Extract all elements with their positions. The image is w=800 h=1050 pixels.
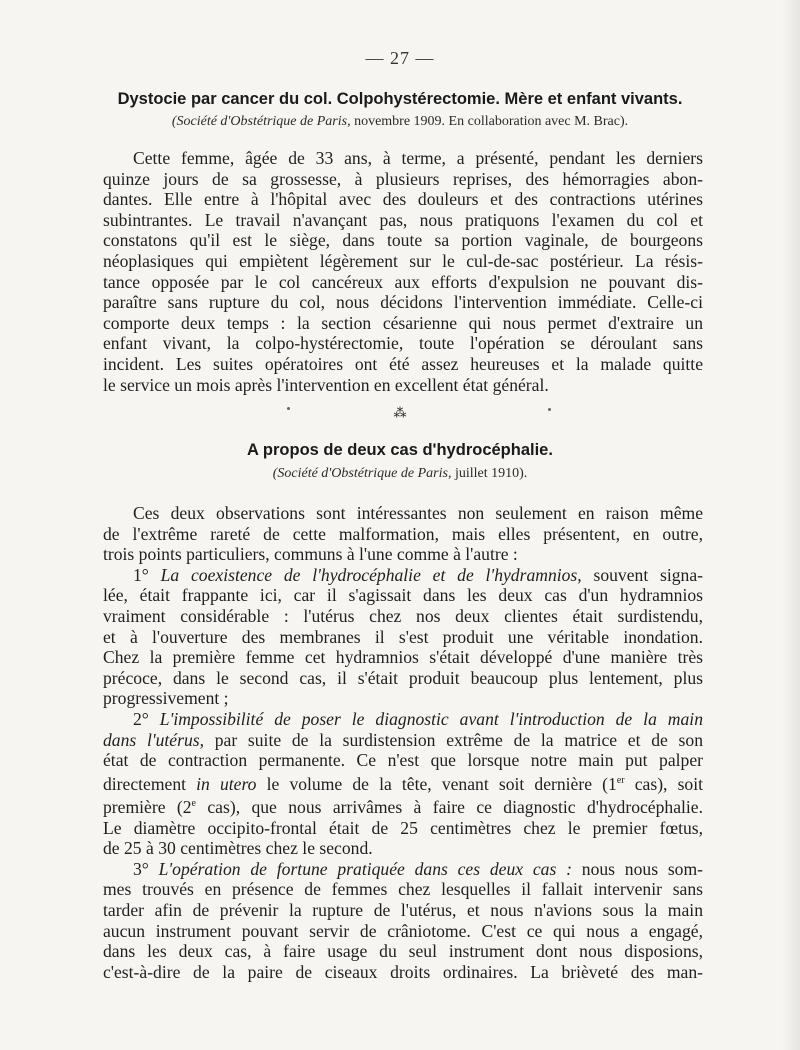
- point1-number: 1°: [133, 564, 161, 585]
- intro-line: trois points particuliers, communs à l'une comme à l'autre :: [103, 544, 518, 565]
- point1-line: lée, était frappante ici, car il s'agissait dans les deux cas d'un hydramnios: [103, 585, 703, 606]
- page-number: — 27 —: [365, 48, 435, 68]
- point2-line4-b: le volume de la tête, venant soit dernière (1: [256, 773, 617, 794]
- point3-title: L'opération de fortune pratiquée dans ces deux cas :: [158, 858, 572, 879]
- section1-line: paraître sans rupture du col, nous décidons l'intervention immédiate. Celle-ci: [103, 292, 703, 313]
- section2-title: A propos de deux cas d'hydrocéphalie.: [247, 441, 553, 459]
- point3-number: 3°: [133, 858, 159, 879]
- point2-line4-c: cas), soit: [624, 773, 703, 794]
- section1-line: comporte deux temps : la section césarienne qui nous permet d'extraire un: [103, 312, 703, 333]
- intro-line: de l'extrême rareté de cette malformation, mais elles présentent, en outre,: [103, 523, 703, 544]
- section1-source-society: (Société d'Obstétrique de Paris,: [171, 114, 351, 129]
- section1-line: tance opposée par le col cancéreux aux efforts d'expulsion ne pouvant dis-: [103, 271, 703, 292]
- section2-source: [60, 466, 740, 482]
- point3-lead: [103, 859, 703, 880]
- page-edge-shadow: [782, 0, 800, 1050]
- point1-line: vraiment considérable : l'utérus chez nos deux clientes était surdistendu,: [103, 605, 703, 626]
- point3-line: mes trouvés en présence de femmes chez lesquelles il fallait intervenir sans: [103, 879, 703, 900]
- point2-line5-b: cas), que nous arrivâmes à faire ce diagnostic d'hydrocéphalie.: [196, 797, 703, 818]
- section1-line: enfant vivant, la colpo-hystérectomie, toute l'opération se déroulant sans: [103, 333, 703, 354]
- point2-line: Le diamètre occipito-frontal était de 25 centimètres chez le premier fœtus,: [103, 817, 703, 838]
- section1-source: [60, 114, 740, 130]
- point1-line: précoce, dans le second cas, il s'était produit beaucoup plus lentement, plus: [103, 667, 703, 688]
- superscript-er: er: [616, 774, 625, 786]
- point1-line: progressivement ;: [103, 688, 229, 709]
- section-separator: ⁂: [393, 405, 407, 420]
- point2-number: 2°: [133, 708, 160, 729]
- point2-line: état de contraction permanente. Ce n'est que lorsque notre main put palper: [103, 750, 703, 771]
- point3-line: tarder afin de prévenir la rupture de l'utérus, et nous n'avions sous la main: [103, 900, 703, 920]
- point2-lead: [103, 709, 703, 730]
- in-utero-term: in utero: [196, 773, 257, 794]
- section2-source-society: (Société d'Obstétrique de Paris,: [272, 466, 452, 481]
- point3-line: c'est-à-dire de la paire de ciseaux droits ordinaires. La brièveté des man-: [103, 961, 703, 982]
- point2-title-cont: dans l'utérus,: [103, 729, 204, 750]
- section2-body: [103, 503, 703, 982]
- section1-line: incident. Les suites opératoires ont été assez heureuses et la malade quitte: [103, 353, 703, 374]
- section1-line: Cette femme, âgée de 33 ans, à terme, a présenté, pendant les derniers: [133, 148, 703, 168]
- point3-line: dans les deux cas, à faire usage du seul instrument dont nous disposions,: [103, 941, 703, 962]
- section1-paragraph: [103, 148, 703, 395]
- point1-line: Chez la première femme cet hydramnios s'était développé d'une manière très: [103, 647, 703, 668]
- print-speck: [548, 408, 551, 411]
- point2-line: [103, 730, 703, 751]
- section1-line: néoplasiques qui empiètent légèrement sur le cul-de-sac postérieur. La résis-: [103, 250, 703, 271]
- point2-line: [103, 771, 703, 794]
- section1-line: constatons qu'il est le siège, dans toute sa portion vaginale, de bourgeons: [103, 230, 703, 251]
- section2-source-detail: juillet 1910).: [451, 466, 528, 481]
- superscript-e: e: [191, 798, 196, 810]
- section1-line: dantes. Elle entre à l'hôpital avec des douleurs et des contractions utérines: [103, 189, 703, 210]
- point3-lead-rest: nous nous som-: [571, 858, 704, 879]
- section1-line: le service un mois après l'intervention en excellent état général.: [103, 374, 549, 395]
- point1-lead: [103, 565, 703, 586]
- point2-line4-a: directement: [103, 773, 197, 794]
- section1-line: quinze jours de sa grossesse, à plusieurs reprises, des hémorragies abon-: [103, 168, 703, 189]
- print-speck: [287, 407, 290, 410]
- section1-line: subintrantes. Le travail n'avançant pas, nous pratiquons l'examen du col et: [103, 209, 703, 230]
- point2-line5-a: première (2: [103, 797, 192, 818]
- section1-title: Dystocie par cancer du col. Colpohystérectomie. Mère et enfant vivants.: [117, 90, 683, 108]
- section1-source-detail: novembre 1909. En collaboration avec M. Brac).: [350, 114, 629, 129]
- point2-line: [103, 794, 703, 817]
- point1-lead-rest: souvent signa-: [581, 564, 703, 585]
- point1-line: et à l'ouverture des membranes il s'est produit une véritable inondation.: [103, 626, 703, 647]
- intro-line: Ces deux observations sont intéressantes non seulement en raison même: [133, 503, 703, 523]
- point2-line2-rest: par suite de la surdistension extrême de la matrice et de son: [204, 729, 703, 750]
- point2-title: L'impossibilité de poser le diagnostic avant l'introduction de la main: [159, 708, 703, 729]
- point1-title: La coexistence de l'hydrocéphalie et de l'hydramnios,: [160, 564, 582, 585]
- point2-line: de 25 à 30 centimètres chez le second.: [103, 838, 373, 859]
- point3-line: aucun instrument pouvant servir de crâniotome. C'est ce qui nous a engagé,: [103, 920, 703, 941]
